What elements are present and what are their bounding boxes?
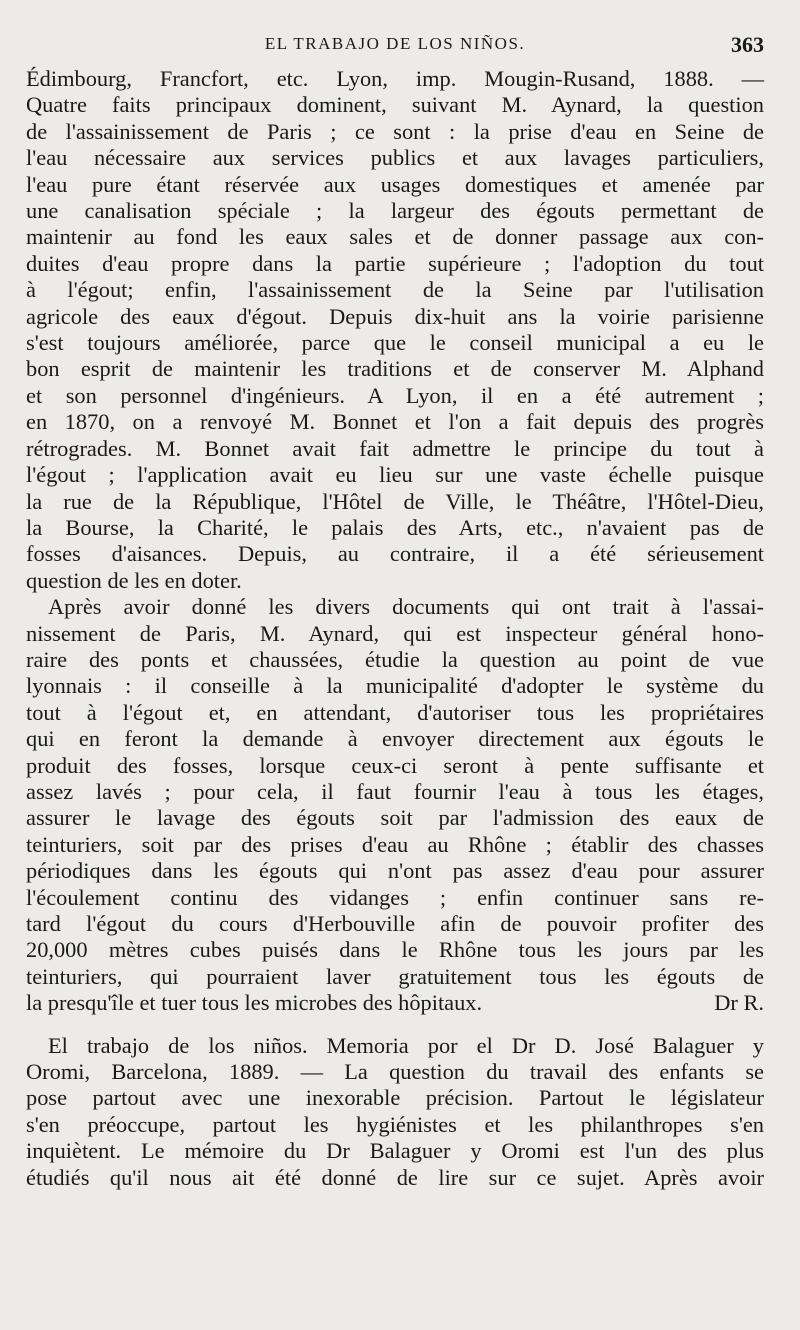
paragraph-trabajo-ninos xyxy=(26,1033,764,1191)
text-line: 20,000 mètres cubes puisés dans le Rhône tous les jours par les xyxy=(26,937,764,963)
running-header xyxy=(26,34,764,62)
text-line: teinturiers, soit par des prises d'eau au Rhône ; établir des chasses xyxy=(26,831,764,857)
text-line: l'eau nécessaire aux services publics et aux lavages particuliers, xyxy=(26,145,764,171)
text-line: rétrogrades. M. Bonnet avait fait admettre le principe du tout à xyxy=(26,435,764,461)
text-line: bon esprit de maintenir les traditions et de conserver M. Alphand xyxy=(26,356,764,382)
text-line: Oromi, Barcelona, 1889. — La question du travail des enfants se xyxy=(26,1059,764,1085)
text-line: étudiés qu'il nous ait été donné de lire sur ce sujet. Après avoir xyxy=(26,1164,764,1190)
text-line: une canalisation spéciale ; la largeur des égouts permettant de xyxy=(26,198,764,224)
text-line: agricole des eaux d'égout. Depuis dix-huit ans la voirie parisienne xyxy=(26,303,764,329)
text-line: qui en feront la demande à envoyer directement aux égouts le xyxy=(26,726,764,752)
text-line: périodiques dans les égouts qui n'ont pas assez d'eau pour assurer xyxy=(26,858,764,884)
text-line: pose partout avec une inexorable précision. Partout le législateur xyxy=(26,1085,764,1111)
text-line: la rue de la République, l'Hôtel de Ville, le Théâtre, l'Hôtel-Dieu, xyxy=(26,488,764,514)
paragraph-aynard-lyon xyxy=(26,594,764,1017)
page-number: 363 xyxy=(731,32,764,57)
text-line: produit des fosses, lorsque ceux-ci seront à pente suffisante et xyxy=(26,752,764,778)
text-line: nissement de Paris, M. Aynard, qui est inspecteur général hono- xyxy=(26,620,764,646)
text-line: de l'assainissement de Paris ; ce sont : la prise d'eau en Seine de xyxy=(26,118,764,144)
running-title: EL TRABAJO DE LOS NIÑOS. xyxy=(264,34,526,53)
text-line: tout à l'égout et, en attendant, d'autoriser tous les propriétaires xyxy=(26,699,764,725)
text-line: raire des ponts et chaussées, étudie la question au point de vue xyxy=(26,646,764,672)
text-line: fosses d'aisances. Depuis, au contraire, il a été sérieusement xyxy=(26,541,764,567)
text-line: à l'égout; enfin, l'assainissement de la Seine par l'utilisation xyxy=(26,277,764,303)
author-signature: Dr R. xyxy=(714,990,764,1016)
text-line: l'écoulement continu des vidanges ; enfin continuer sans re- xyxy=(26,884,764,910)
section-gap xyxy=(26,1017,764,1033)
text-line: assurer le lavage des égouts soit par l'admission des eaux de xyxy=(26,805,764,831)
text-line: assez lavés ; pour cela, il faut fournir l'eau à tous les étages, xyxy=(26,778,764,804)
text-line: s'en préoccupe, partout les hygiénistes et les philanthropes s'en xyxy=(26,1111,764,1137)
text-line: tard l'égout du cours d'Herbouville afin de pouvoir profiter des xyxy=(26,911,764,936)
body-text xyxy=(26,66,764,1191)
text-line-final xyxy=(26,990,764,1016)
text-line: maintenir au fond les eaux sales et de donner passage aux con- xyxy=(26,224,764,250)
text-line: inquiètent. Le mémoire du Dr Balaguer y Oromi est l'un des plus xyxy=(26,1138,764,1164)
text-line: la Bourse, la Charité, le palais des Arts, etc., n'avaient pas de xyxy=(26,514,764,540)
text-line: Édimbourg, Francfort, etc. Lyon, imp. Mougin-Rusand, 1888. — xyxy=(26,66,764,91)
text-line: l'eau pure étant réservée aux usages domestiques et amenée par xyxy=(26,171,764,197)
text-line: en 1870, on a renvoyé M. Bonnet et l'on a fait depuis des progrès xyxy=(26,409,764,435)
text-line: s'est toujours améliorée, parce que le conseil municipal a eu le xyxy=(26,330,764,356)
text-line: la presqu'île et tuer tous les microbes des hôpitaux. xyxy=(26,990,483,1016)
text-line: duites d'eau propre dans la partie supérieure ; l'adoption du tout xyxy=(26,250,764,276)
text-line: l'égout ; l'application avait eu lieu sur une vaste échelle puisque xyxy=(26,462,764,488)
paragraph-assainissement xyxy=(26,66,764,594)
text-line: Après avoir donné les divers documents qui ont trait à l'assai- xyxy=(48,594,764,620)
text-line: question de les en doter. xyxy=(26,567,242,593)
text-line: Quatre faits principaux dominent, suivant M. Aynard, la question xyxy=(26,92,764,118)
text-line: et son personnel d'ingénieurs. A Lyon, il en a été autrement ; xyxy=(26,382,764,408)
text-line: teinturiers, qui pourraient laver gratuitement tous les égouts de xyxy=(26,963,764,989)
text-line: lyonnais : il conseille à la municipalité d'adopter le système du xyxy=(26,673,764,699)
text-line: El trabajo de los niños. Memoria por el Dr D. José Balaguer y xyxy=(48,1032,764,1058)
